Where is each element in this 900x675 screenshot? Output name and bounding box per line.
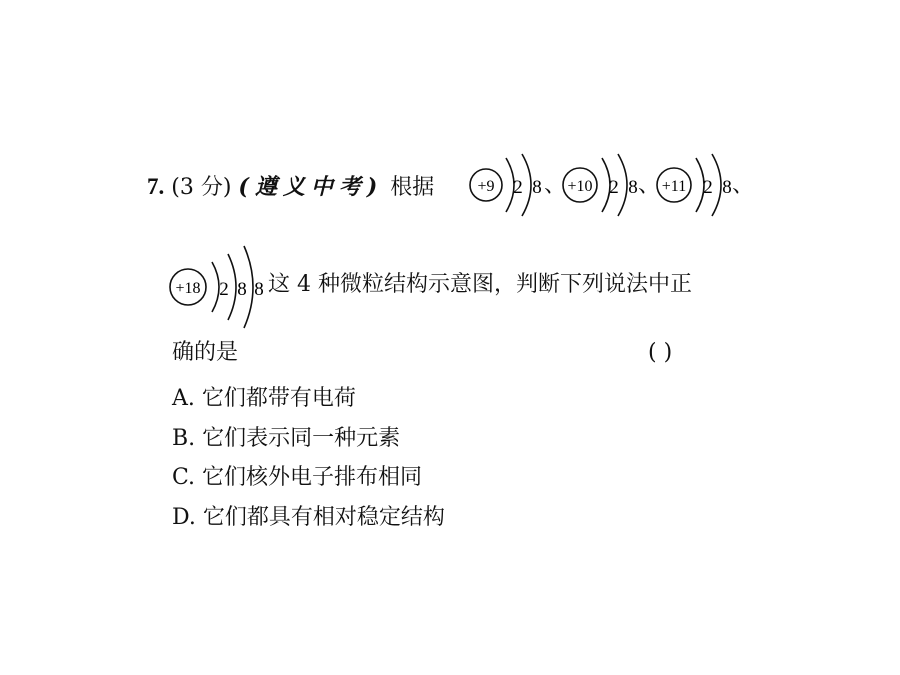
- option-label: C.: [172, 465, 196, 490]
- question-header: [147, 175, 434, 199]
- nucleus-charge: +9: [477, 178, 495, 195]
- question-source: (遵义中考): [238, 174, 384, 200]
- separator: 、: [732, 173, 755, 198]
- shell-electrons: 2: [513, 177, 523, 198]
- shell-electrons: 8: [237, 279, 247, 300]
- shell-electrons: 2: [609, 177, 619, 198]
- option-label: B.: [172, 426, 196, 451]
- shell-electrons: 2: [703, 177, 713, 198]
- question-score: (3 分): [171, 175, 232, 200]
- shell-electrons: 8: [628, 177, 638, 198]
- separator: 、: [544, 173, 567, 198]
- option-text: 它们核外电子排布相同: [202, 465, 423, 490]
- option-label: A.: [172, 386, 195, 411]
- separator: 、: [638, 173, 661, 198]
- shell-electrons: 8: [722, 177, 732, 198]
- option-b[interactable]: [172, 421, 400, 452]
- option-text: 它们表示同一种元素: [202, 426, 401, 451]
- option-d[interactable]: [172, 500, 445, 531]
- atom-diagram-sodium-ion: [654, 150, 744, 220]
- question-intro: 根据: [390, 175, 435, 200]
- option-text: 它们都带有电荷: [201, 386, 356, 411]
- atom-diagram-fluorine: [466, 150, 556, 220]
- nucleus-charge: +10: [567, 178, 593, 195]
- nucleus-charge: +18: [175, 280, 201, 297]
- atom-diagram-neon: [560, 150, 650, 220]
- atom-diagram-argon: [166, 244, 276, 330]
- answer-blank[interactable]: ( ): [648, 340, 673, 365]
- question-number: 7.: [147, 174, 165, 199]
- shell-electrons: 8: [254, 279, 264, 300]
- shell-electrons: 8: [532, 177, 542, 198]
- option-c[interactable]: [172, 460, 422, 491]
- question-stem: 这 4 种微粒结构示意图，判断下列说法中正: [268, 272, 692, 297]
- nucleus-charge: +11: [661, 178, 687, 195]
- question-stem-tail: 确的是: [172, 340, 239, 365]
- shell-electrons: 2: [219, 279, 229, 300]
- option-a[interactable]: [172, 381, 356, 412]
- option-label: D.: [172, 505, 196, 530]
- option-text: 它们都具有相对稳定结构: [202, 505, 445, 530]
